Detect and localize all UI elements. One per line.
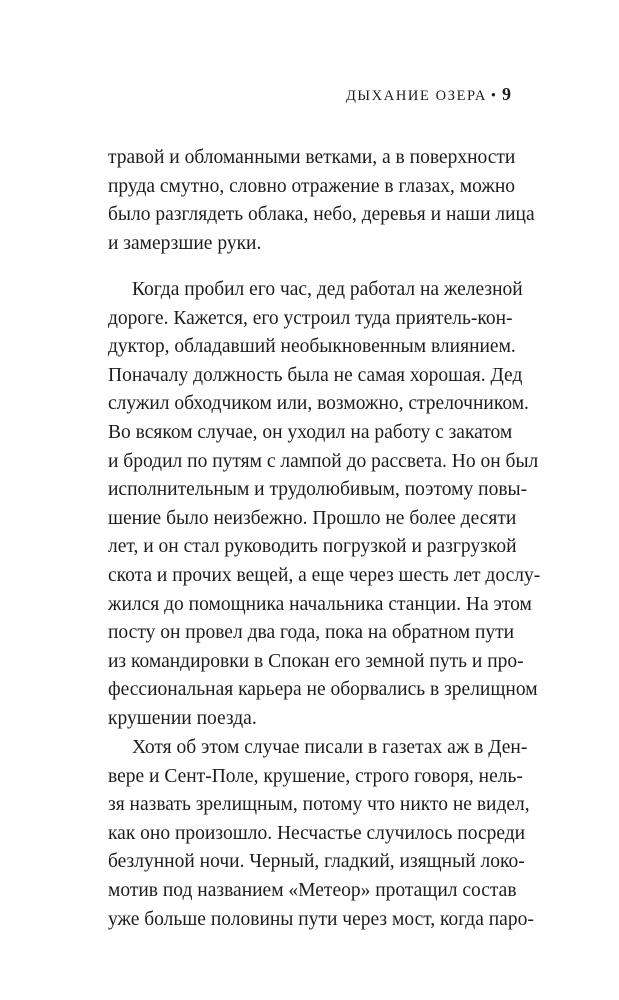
text-line: служил обходчиком или, возможно, стрелочником. bbox=[108, 393, 529, 415]
text-line: и замерзшие руки. bbox=[108, 232, 262, 254]
text-line: Поначалу должность была не самая хорошая. Дед bbox=[108, 364, 523, 386]
paragraph-1 bbox=[108, 144, 535, 258]
text-line: травой и обломанными ветками, а в поверхности bbox=[108, 147, 516, 168]
paragraph-3 bbox=[108, 734, 534, 934]
header-separator: • bbox=[490, 88, 496, 104]
text-line: уже больше половины пути через мост, когда паро- bbox=[108, 908, 534, 930]
text-line: шение было неизбежно. Прошло не более десяти bbox=[108, 507, 517, 529]
text-line: вере и Сент-Поле, крушение, строго говоря, нель- bbox=[108, 765, 523, 787]
text-line: крушении поезда. bbox=[108, 707, 257, 729]
text-line: безлунной ночи. Черный, гладкий, изящный локо- bbox=[108, 851, 525, 873]
text-line: исполнительным и трудолюбивым, поэтому повы- bbox=[108, 479, 528, 501]
page-number: 9 bbox=[502, 84, 511, 104]
text-line: жился до помощника начальника станции. На этом bbox=[108, 593, 532, 615]
text-line: как оно произошло. Несчастье случилось посреди bbox=[108, 822, 526, 844]
text-line: лет, и он стал руководить погрузкой и разгрузкой bbox=[108, 536, 517, 558]
text-line: Хотя об этом случае писали в газетах аж в Ден- bbox=[132, 737, 528, 758]
text-line: дороге. Кажется, его устроил туда приятель-кон- bbox=[108, 307, 513, 329]
text-line: фессиональная карьера не оборвались в зрелищном bbox=[108, 679, 538, 701]
text-line: и бродил по путям с лампой до рассвета. Но он был bbox=[108, 450, 539, 472]
text-line: Во всяком случае, он уходил на работу с закатом bbox=[108, 421, 513, 443]
text-line: зя назвать зрелищным, потому что никто не видел, bbox=[108, 794, 530, 816]
text-line: скота и прочих вещей, а еще через шесть лет дослу- bbox=[108, 564, 541, 586]
text-line: мотив под названием «Метеор» протащил состав bbox=[108, 879, 517, 901]
paragraph-2 bbox=[108, 276, 541, 734]
text-line: из командировки в Спокан его земной путь и про- bbox=[108, 650, 524, 672]
running-head bbox=[346, 84, 511, 105]
text-line: Когда пробил его час, дед работал на железной bbox=[132, 279, 523, 300]
book-title: ДЫХАНИЕ ОЗЕРА bbox=[345, 88, 487, 104]
text-line: было разглядеть облака, небо, деревья и наши лица bbox=[108, 204, 535, 226]
text-line: пруда смутно, словно отражение в глазах, можно bbox=[108, 175, 516, 197]
text-line: посту он провел два года, пока на обратном пути bbox=[108, 622, 515, 644]
text-line: дуктор, обладавший необыкновенным влиянием. bbox=[108, 336, 516, 358]
